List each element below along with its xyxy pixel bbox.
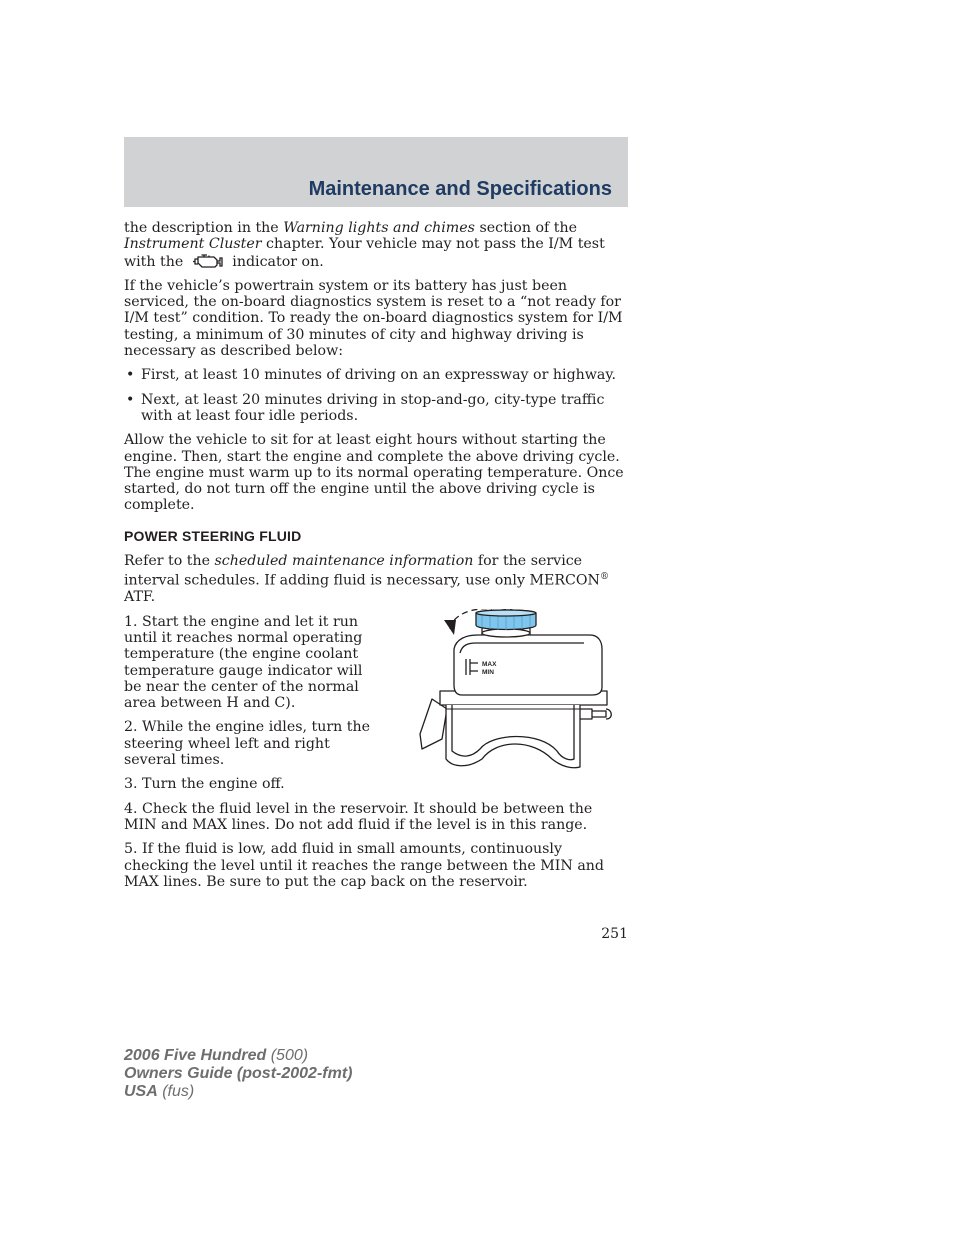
document-footer: [124, 1047, 352, 1101]
steps-narrow-column: [124, 614, 374, 793]
page-title: Maintenance and Specifications: [308, 178, 612, 200]
allow-paragraph: Allow the vehicle to sit for at least eight hours without starting the engine. Then, start the engine and complete the above driving cycle. The engine must warm up to its normal operating temperature. Once started, do not turn off the engine until the above driving cycle is complete.: [124, 432, 624, 514]
step-item: 3. Turn the engine off.: [124, 776, 285, 793]
check-engine-icon: [191, 253, 225, 269]
warning-lights-reference: Warning lights and chimes: [283, 220, 475, 236]
footer-line-3: USA (fus): [124, 1083, 195, 1100]
driving-cycle-list: [124, 367, 628, 424]
section-heading: POWER STEERING FLUID: [124, 527, 302, 544]
step-item: 5. If the fluid is low, add fluid in small amounts, continuously checking the level until it reaches the range between the MIN and MAX lines. Be sure to put the cap back on the reservoir.: [124, 841, 604, 890]
step-item: 1. Start the engine and let it run until it reaches normal operating temperature (the engine coolant temperature gauge indicator will be near the center of the normal area between H and C).: [124, 613, 363, 712]
header-band: [124, 137, 628, 207]
page-number: 251: [601, 926, 628, 942]
steps-block: [124, 614, 628, 793]
min-label: MIN: [482, 668, 494, 676]
footer-line-2: Owners Guide (post-2002-fmt): [124, 1065, 353, 1082]
list-item: • First, at least 10 minutes of driving on an expressway or highway.: [124, 367, 628, 383]
step-item: 2. While the engine idles, turn the steering wheel left and right several times.: [124, 719, 371, 769]
list-item: • Next, at least 20 minutes driving in stop-and-go, city-type traffic with at least four idle periods.: [124, 392, 628, 425]
step-item: 4. Check the fluid level in the reservoir. It should be between the MIN and MAX lines. Do not add fluid if the level is in this range.: [124, 800, 593, 833]
footer-line-1: 2006 Five Hundred (500): [124, 1047, 309, 1064]
page-content: [124, 220, 628, 898]
reservoir-illustration: [412, 609, 622, 789]
instrument-cluster-reference: Instrument Cluster: [124, 236, 262, 253]
obd-paragraph: If the vehicle’s powertrain system or its battery has just been serviced, the on-board diagnostics system is reset to a “not ready for I/M test” condition. To ready the on-board diagnostics system for I/M testing, a minimum of 30 minutes of city and highway driving is necessary as described below:: [124, 277, 623, 360]
refer-paragraph: Refer to the scheduled maintenance information for the service interval schedules. If adding fluid is necessary, use only MERCON® ATF.: [124, 553, 609, 606]
max-label: MAX: [482, 660, 497, 668]
maintenance-reference: scheduled maintenance information: [214, 553, 474, 570]
intro-paragraph: the description in the Warning lights and chimes section of the Instrument Cluster chapter. Your vehicle may not pass the I/M test with the indicator on.: [124, 220, 605, 270]
